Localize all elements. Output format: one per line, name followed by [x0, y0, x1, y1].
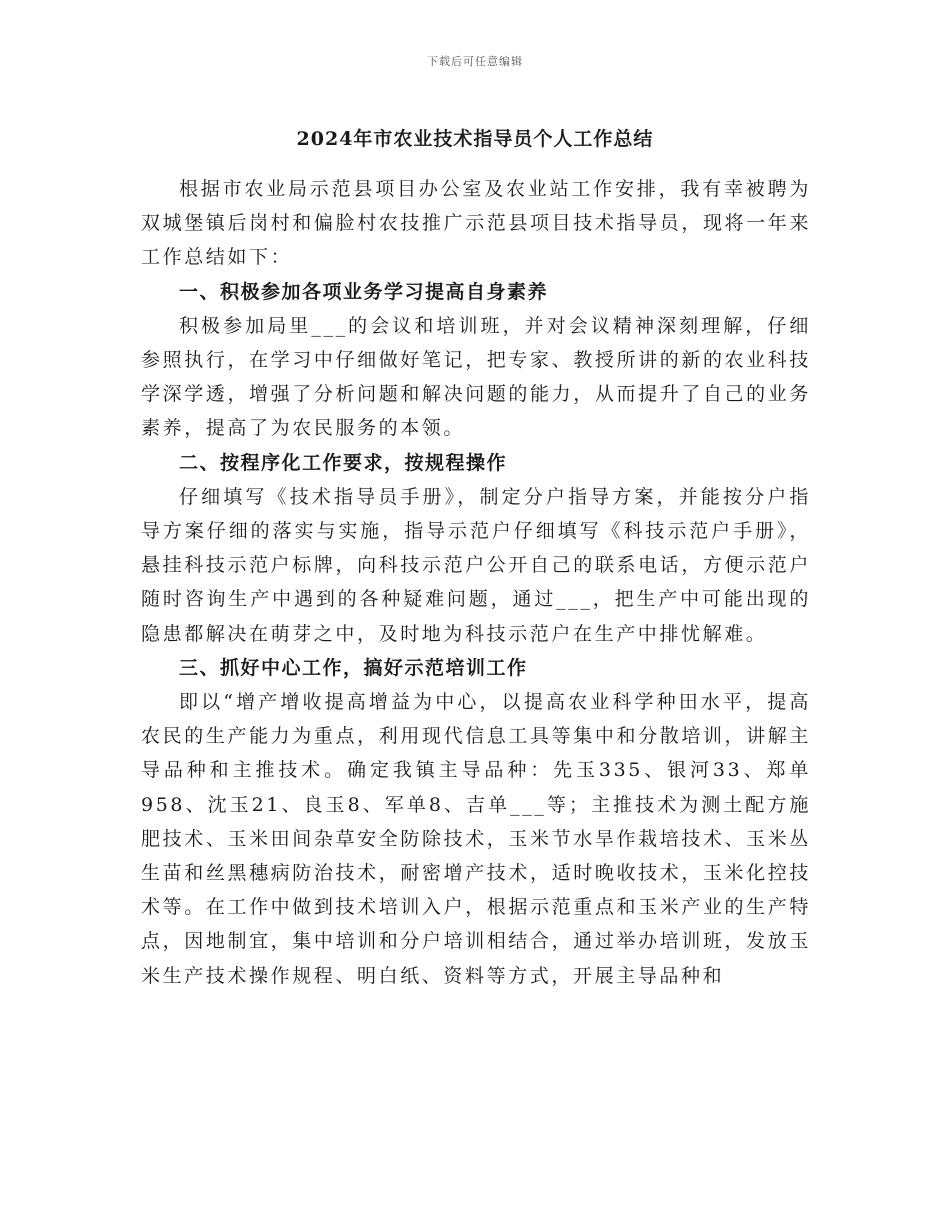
- section-body-2: 仔细填写《技术指导员手册》，制定分户指导方案，并能按分户指导方案仔细的落实与实施，指导示范户仔细填写《科技示范户手册》，悬挂科技示范户标牌，向科技示范户公开自己的联系电话，方便示范户随时咨询生产中遇到的各种疑难问题，通过___，把生产中可能出现的隐患都解决在萌芽之中，及时地为科技示范户在生产中排忧解难。: [141, 485, 811, 645]
- section-heading-1: 一、积极参加各项业务学习提高自身素养: [179, 280, 549, 303]
- document-body: [141, 172, 811, 993]
- document-title: 2024年市农业技术指导员个人工作总结: [296, 128, 654, 150]
- header-note: 下载后可任意编辑: [427, 55, 523, 68]
- section-body-3: 即以“增产增收提高增益为中心，以提高农业科学种田水平，提高农民的生产能力为重点，利用现代信息工具等集中和分散培训，讲解主导品种和主推技术。确定我镇主导品种：先玉335、银河33、郑单958、沈玉21、良玉8、军单8、吉单___等；主推技术为测土配方施肥技术、玉米田间杂草安全防除技术，玉米节水旱作栽培技术、玉米丛生苗和丝黑穗病防治技术，耐密增产技术，适时晚收技术，玉米化控技术等。在工作中做到技术培训入户，根据示范重点和玉米产业的生产特点，因地制宜，集中培训和分户培训相结合，通过举办培训班，发放玉米生产技术操作规程、明白纸、资料等方式，开展主导品种和: [141, 691, 811, 987]
- intro-paragraph: 根据市农业局示范县项目办公室及农业站工作安排，我有幸被聘为双城堡镇后岗村和偏脸村农技推广示范县项目技术指导员，现将一年来工作总结如下：: [141, 178, 811, 269]
- section-heading-2: 二、按程序化工作要求，按规程操作: [179, 451, 508, 474]
- section-heading-3: 三、抓好中心工作，搞好示范培训工作: [179, 656, 528, 679]
- section-body-1: 积极参加局里___的会议和培训班，并对会议精神深刻理解，仔细参照执行，在学习中仔细做好笔记，把专家、教授所讲的新的农业科技学深学透，增强了分析问题和解决问题的能力，从而提升了自己的业务素养，提高了为农民服务的本领。: [141, 314, 811, 440]
